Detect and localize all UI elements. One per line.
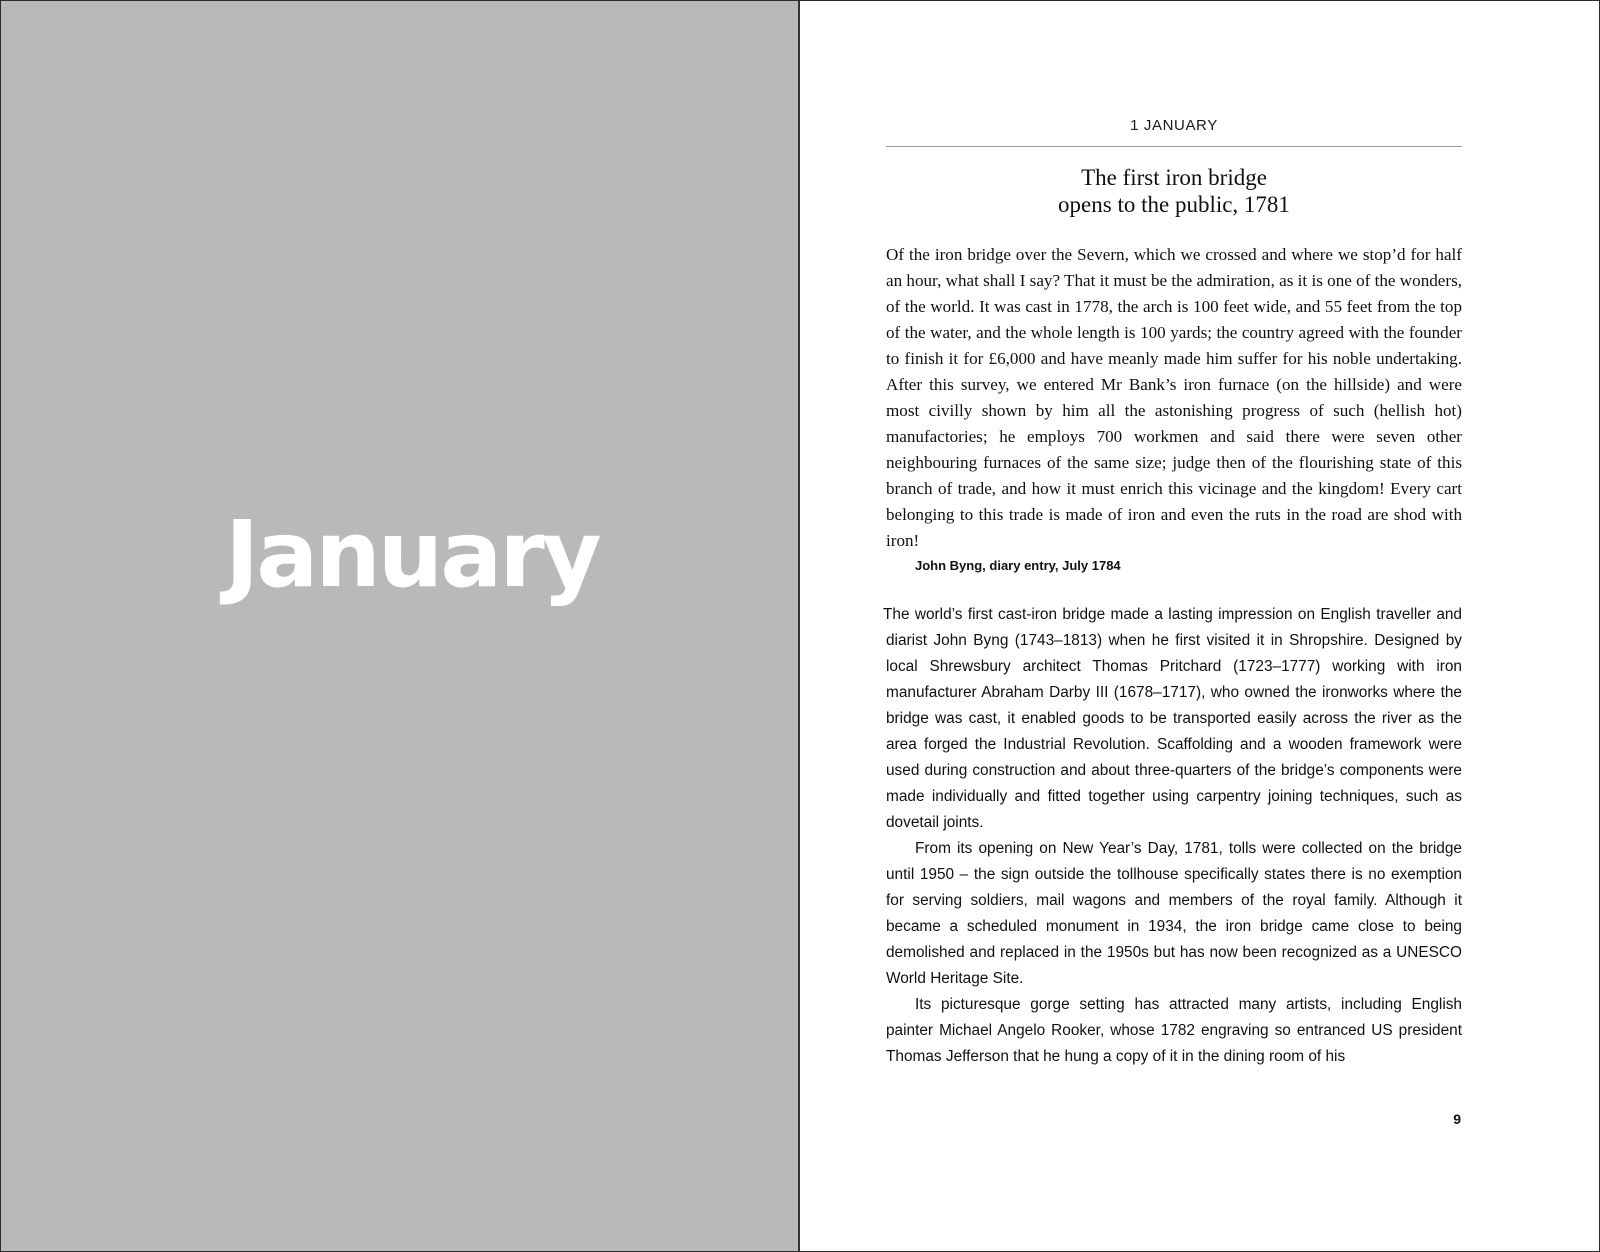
- body-text: [883, 602, 1462, 1070]
- quote-attribution: John Byng, diary entry, July 1784: [915, 558, 1121, 573]
- entry-title: [886, 164, 1462, 218]
- entry-title-line-1: The first iron bridge: [1081, 165, 1267, 190]
- content-page: [800, 1, 1599, 1251]
- page-content: [883, 117, 1462, 1070]
- body-paragraph: From its opening on New Year’s Day, 1781, tolls were collected on the bridge until 1950 – the sign outside the tollhouse specifically states there is no exemption for serving soldiers, mail wagons and members of the royal family. Although it became a scheduled monument in 1934, the iron bridge came close to being demolished and replaced in the 1950s but has now been recognized as a UNESCO World Heritage Site.: [886, 840, 1462, 987]
- chapter-opener-page: [1, 1, 800, 1251]
- entry-title-line-2: opens to the public, 1781: [1058, 192, 1290, 217]
- date-heading: 1 JANUARY: [886, 117, 1462, 147]
- body-paragraph: The world’s first cast-iron bridge made a lasting impression on English traveller and diarist John Byng (1743–1813) when he first visited it in Shropshire. Designed by local Shrewsbury architect Thomas Pritchard (1723–1777) working with iron manufacturer Abraham Darby III (1678–1717), who owned the ironworks where the bridge was cast, it enabled goods to be transported easily across the river as the area forged the Industrial Revolution. Scaffolding and a wooden framework were used during construction and about three-quarters of the bridge’s components were made individually and fitted together using carpentry joining techniques, such as dovetail joints.: [883, 606, 1462, 831]
- diary-quote: Of the iron bridge over the Severn, which we crossed and where we stop’d for half an hour, what shall I say? That it must be the admiration, as it is one of the wonders, of the world. It was cast in 1778, the arch is 100 feet wide, and 55 feet from the top of the water, and the whole length is 100 yards; the country agreed with the founder to finish it for £6,000 and have meanly made him suffer for his noble undertaking. After this survey, we entered Mr Bank’s iron furnace (on the hillside) and were most civilly shown by him all the astonishing progress of such (hellish hot) manufactories; he employs 700 workmen and said there were seven other neighbouring furnaces of the same size; judge then of the flourishing state of this branch of trade, and how it must enrich this vicinage and the kingdom! Every cart belonging to this trade is made of iron and even the ruts in the road are shod with iron!: [886, 245, 1462, 550]
- body-paragraph: Its picturesque gorge setting has attracted many artists, including English painter Michael Angelo Rooker, whose 1782 engraving so entranced US president Thomas Jefferson that he hung a copy of it in the dining room of his: [886, 996, 1462, 1065]
- page-number: 9: [1453, 1111, 1461, 1127]
- month-title: January: [225, 501, 599, 608]
